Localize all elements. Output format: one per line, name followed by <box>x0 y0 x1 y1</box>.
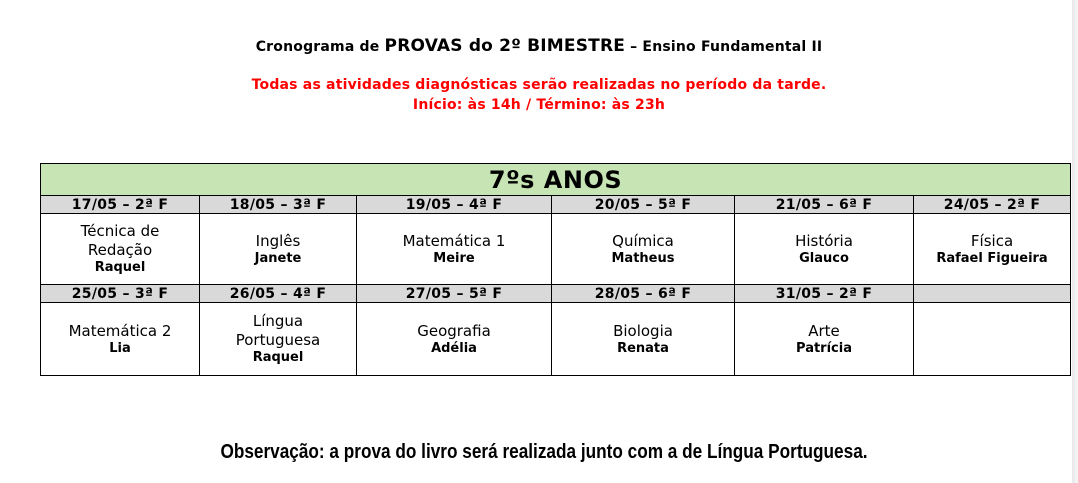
teacher-name: Meire <box>433 250 475 266</box>
date-cell: 25/05 – 3ª F <box>41 285 200 303</box>
subject-name: Portuguesa <box>235 331 321 349</box>
teacher-name: Renata <box>617 340 669 356</box>
subject-name: Matemática 2 <box>68 321 172 340</box>
subject-name: Redação <box>87 241 153 259</box>
date-cell: 31/05 – 2ª F <box>735 285 914 303</box>
date-cell <box>914 285 1071 303</box>
teacher-name: Rafael Figueira <box>936 250 1048 266</box>
date-cell: 21/05 – 6ª F <box>735 196 914 214</box>
exam-cell <box>200 303 357 376</box>
date-cell: 27/05 – 5ª F <box>357 285 552 303</box>
teacher-name: Lia <box>109 340 131 356</box>
subject-name: Física <box>970 231 1014 250</box>
subject-name: História <box>795 231 853 250</box>
date-row-week1 <box>41 196 1071 214</box>
page-edge <box>1072 0 1078 483</box>
exam-cell <box>200 214 357 285</box>
exam-cell <box>914 214 1071 285</box>
exam-cell <box>735 214 914 285</box>
exam-cell <box>41 303 200 376</box>
document-title <box>0 36 1078 56</box>
notice-period: Todas as atividades diagnósticas serão realizadas no período da tarde. <box>251 77 827 93</box>
teacher-name: Glauco <box>799 250 849 266</box>
teacher-name: Matheus <box>611 250 675 266</box>
teacher-name: Adélia <box>431 340 477 356</box>
grade-banner: 7ºs ANOS <box>41 164 1071 196</box>
exam-cell <box>552 303 735 376</box>
teacher-name: Raquel <box>94 260 146 275</box>
date-cell: 24/05 – 2ª F <box>914 196 1071 214</box>
subject-name: Língua <box>252 312 304 330</box>
subject-name: Arte <box>808 321 840 340</box>
title-suffix: – Ensino Fundamental II <box>625 39 823 55</box>
teacher-name: Janete <box>254 250 302 266</box>
date-cell: 20/05 – 5ª F <box>552 196 735 214</box>
teacher-name: Patrícia <box>796 340 852 356</box>
exam-schedule-table <box>40 163 1071 376</box>
teacher-name: Raquel <box>252 350 304 365</box>
subject-name: Biologia <box>613 321 673 340</box>
exam-cell <box>552 214 735 285</box>
exam-cell <box>357 214 552 285</box>
subject-name: Inglês <box>255 231 301 250</box>
exam-cell <box>735 303 914 376</box>
exam-cell <box>357 303 552 376</box>
date-row-week2 <box>41 285 1071 303</box>
title-main: PROVAS do 2º BIMESTRE <box>384 36 626 56</box>
exam-cell <box>914 303 1071 376</box>
date-cell: 26/05 – 4ª F <box>200 285 357 303</box>
title-prefix: Cronograma de <box>255 39 385 55</box>
observation-note: Observação: a prova do livro será realizada junto com a de Língua Portuguesa. <box>220 441 868 463</box>
subject-row-week1 <box>41 214 1071 285</box>
subject-name: Técnica de <box>80 222 160 240</box>
banner-row <box>41 164 1071 196</box>
date-cell: 28/05 – 6ª F <box>552 285 735 303</box>
notice-time: Início: às 14h / Término: às 23h <box>412 97 666 113</box>
subject-name: Química <box>612 231 674 250</box>
subject-name: Matemática 1 <box>402 231 506 250</box>
subject-row-week2 <box>41 303 1071 376</box>
exam-cell <box>41 214 200 285</box>
date-cell: 19/05 – 4ª F <box>357 196 552 214</box>
date-cell: 18/05 – 3ª F <box>200 196 357 214</box>
date-cell: 17/05 – 2ª F <box>41 196 200 214</box>
subject-name: Geografia <box>417 321 491 340</box>
